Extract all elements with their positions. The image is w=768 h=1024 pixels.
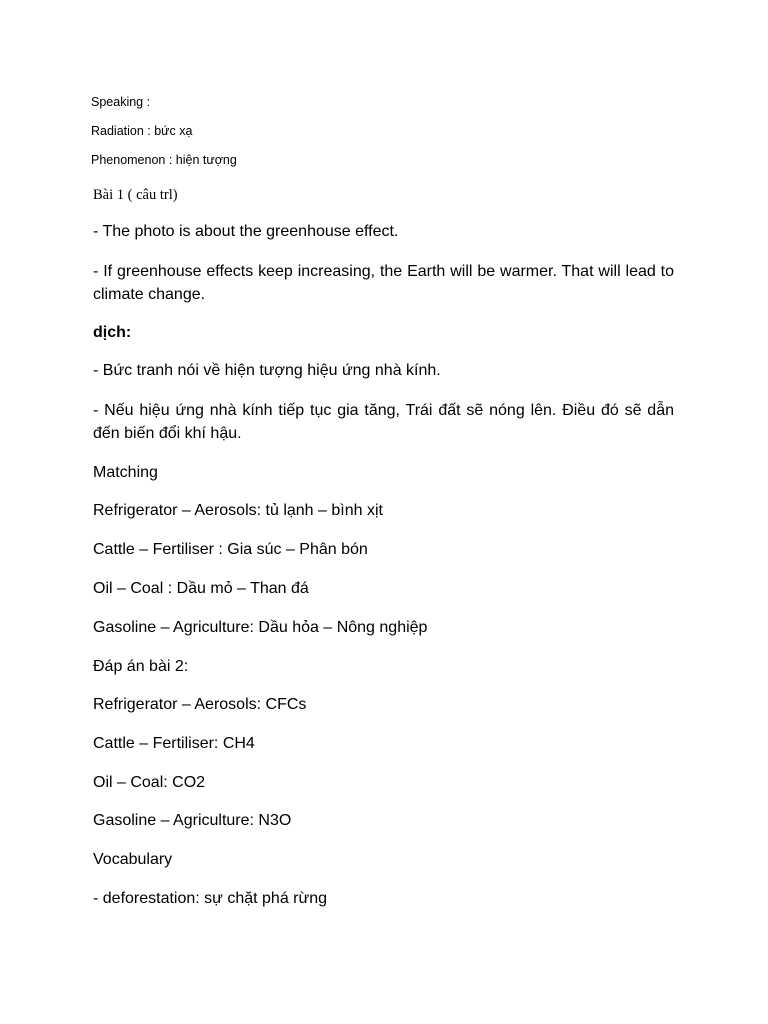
answer-item: Gasoline – Agriculture: N3O: [93, 812, 292, 829]
header-line-phenomenon: Phenomenon : hiện tượng: [91, 153, 237, 167]
header-line-radiation: Radiation : bức xạ: [91, 124, 193, 138]
vocabulary-heading: Vocabulary: [93, 851, 173, 868]
header-line-speaking: Speaking :: [91, 95, 151, 109]
matching-item: Refrigerator – Aerosols: tủ lạnh – bình xịt: [93, 502, 383, 519]
answer-item: Oil – Coal: CO2: [93, 774, 206, 791]
exercise-title: Bài 1 ( câu trl): [93, 187, 178, 203]
vocabulary-item: - deforestation: sự chặt phá rừng: [93, 890, 327, 907]
translation-heading: dịch:: [93, 324, 132, 341]
answer-paragraph-2: - If greenhouse effects keep increasing, the Earth will be warmer. That will lead to climate change.: [93, 263, 674, 303]
matching-item: Cattle – Fertiliser : Gia súc – Phân bón: [93, 541, 368, 558]
matching-item: Gasoline – Agriculture: Dầu hỏa – Nông nghiệp: [93, 619, 428, 636]
answer-item: Refrigerator – Aerosols: CFCs: [93, 696, 307, 713]
answer-paragraph-1: - The photo is about the greenhouse effect.: [93, 223, 399, 240]
matching-heading: Matching: [93, 464, 158, 481]
answers-heading: Đáp án bài 2:: [93, 658, 189, 675]
translation-paragraph-2: - Nếu hiệu ứng nhà kính tiếp tục gia tăng, Trái đất sẽ nóng lên. Điều đó sẽ dẫn đến biến đổi khí hậu.: [93, 402, 674, 442]
translation-paragraph-1: - Bức tranh nói về hiện tượng hiệu ứng nhà kính.: [93, 362, 441, 379]
matching-item: Oil – Coal : Dầu mỏ – Than đá: [93, 580, 309, 597]
answer-item: Cattle – Fertiliser: CH4: [93, 735, 255, 752]
